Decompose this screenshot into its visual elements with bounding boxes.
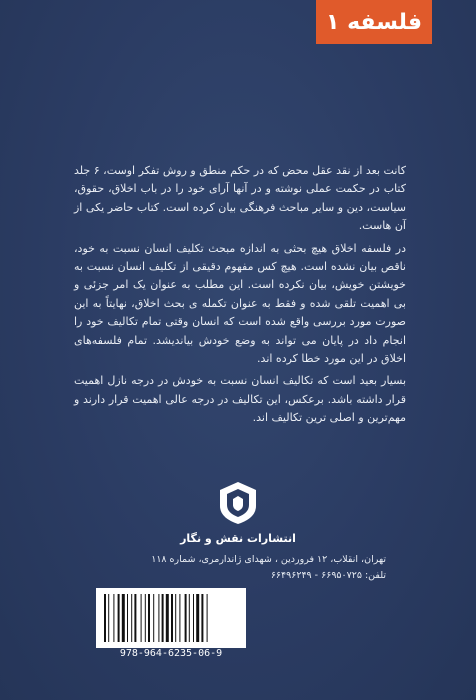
publisher-address: تهران، انقلاب، ۱۲ فروردین ، شهدای ژاندارمری، شماره ۱۱۸ xyxy=(151,554,386,565)
series-label: فلسفه ۱ xyxy=(316,0,432,44)
publisher-phone: تلفن: ۶۶۹۵۰۷۲۵ - ۶۶۴۹۶۲۴۹ xyxy=(270,570,386,581)
publisher-contact xyxy=(96,552,386,584)
barcode xyxy=(96,588,246,648)
isbn-number: 978-964-6235-06-9 xyxy=(119,648,223,659)
publisher-name: انتشارات نقش و نگار xyxy=(180,532,296,545)
publisher-logo-icon xyxy=(216,480,260,526)
blurb-paragraph-3: بسیار بعید است که تکالیف انسان نسبت به خودش در درجه نازل اهمیت قرار داشته باشد. برعکس، این تکالیف در درجه عالی اهمیت قرار دارند و مهم‌ترین و اصلی ترین تکالیف اند. xyxy=(74,374,406,425)
blurb-paragraph-2: در فلسفه اخلاق هیچ بحثی به اندازه مبحث تکلیف انسان نسبت به خود، ناقص بیان نشده است. هیچ کس مفهوم دقیقی از تکلیف انسان نسبت به خویشتن خویش، بیان نکرده است. این مطلب به عنوان یک امر جزئی و بی اهمیت تلقی شده و فقط به عنوان تکمله ی بحث اخلاق، نهایتاً به این صورت مورد بررسی واقع شده است که انسان وقتی تمام تکالیف خود را انجام داد در پایان می تواند به وضع خودش بیاندیشد. تمام فلسفه‌های اخلاق در این مورد خطا کرده اند. xyxy=(74,241,406,366)
blurb-text xyxy=(74,162,406,432)
blurb-paragraph-1: کانت بعد از نقد عقل محض که در حکم منطق و روش تفکر اوست، ۶ جلد کتاب در حکمت عملی نوشته و در آنها آرای خود را در باب اخلاق، حقوق، سیاست، دین و سایر مباحث فرهنگی بیان کرده است. کتاب حاضر یکی از آن هاست. xyxy=(74,164,406,233)
